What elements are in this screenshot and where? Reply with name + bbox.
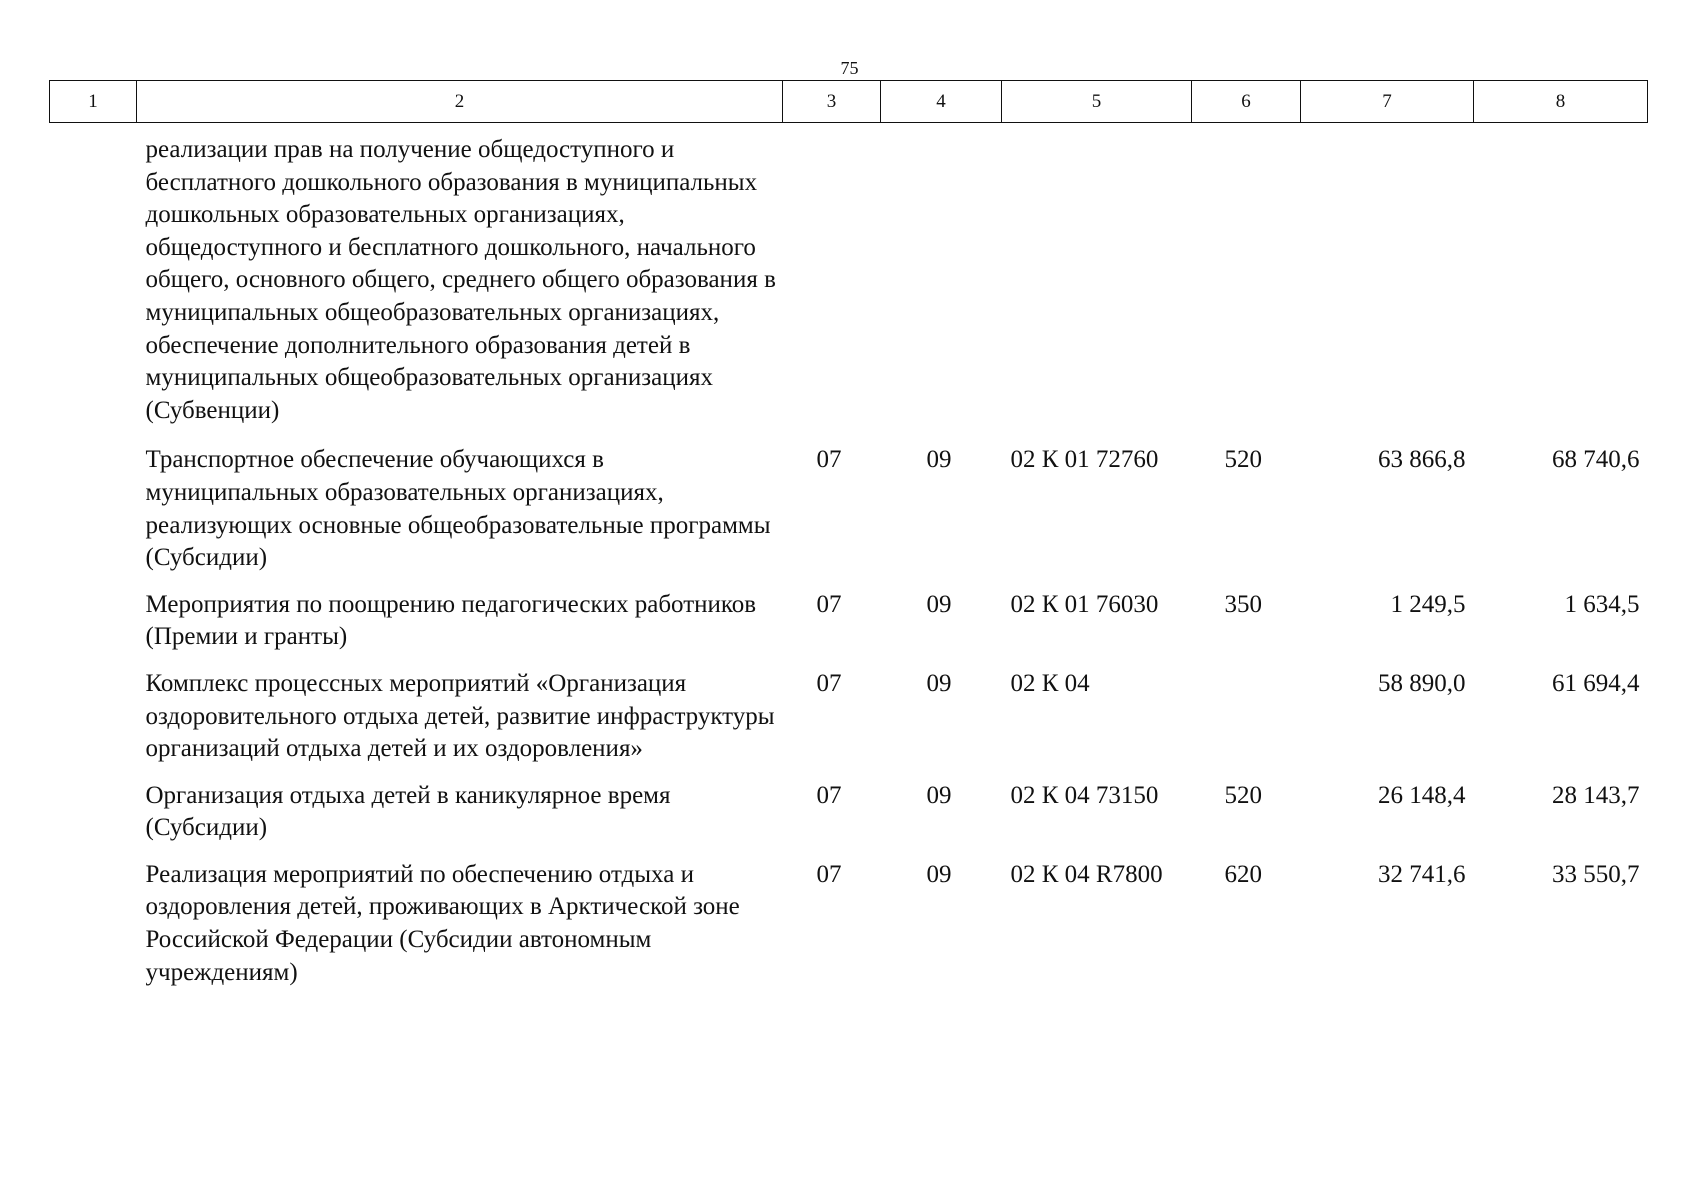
column-number-4: 4 xyxy=(881,81,1002,123)
column-number-3: 3 xyxy=(783,81,881,123)
expense-name: Мероприятия по поощрению педагогических работников (Премии и гранты) xyxy=(145,590,757,651)
column-number-1: 1 xyxy=(50,81,137,123)
section-code: 07 xyxy=(816,590,842,618)
column-number-8: 8 xyxy=(1474,81,1648,123)
amount-column-8: 61 694,4 xyxy=(1552,669,1640,697)
amount-column-8 xyxy=(1474,123,1648,439)
budget-table xyxy=(49,80,1648,997)
amount-column-7: 1 249,5 xyxy=(1390,590,1466,618)
expense-kind-code: 520 xyxy=(1224,446,1262,474)
target-article-code: 02 К 01 76030 xyxy=(1010,590,1159,618)
target-article-code xyxy=(1002,123,1192,439)
table-header xyxy=(50,81,1648,123)
table-row xyxy=(50,853,1648,997)
target-article-code: 02 К 01 72760 xyxy=(1010,446,1159,474)
subsection-code xyxy=(881,123,1002,439)
amount-column-7: 26 148,4 xyxy=(1378,781,1466,809)
expense-name: реализации прав на получение общедоступного и бесплатного дошкольного образования в муниципальных дошкольных образовательных организациях, общедоступного и бесплатного дошкольного, начального общего, основного общего, среднего общего образования в муниципальных общеобразовательных организациях, обеспечение дополнительного образования детей в муниципальных общеобразовательных организациях (Субвенции) xyxy=(145,136,776,424)
expense-name: Реализация мероприятий по обеспечению отдыха и оздоровления детей, проживающих в Арктической зоне Российской Федерации (Субсидии автономным учреждениям) xyxy=(145,860,740,986)
expense-name: Транспортное обеспечение обучающихся в муниципальных образовательных организациях, реализующих основные общеобразовательные программы (Субсидии) xyxy=(145,446,771,572)
section-code: 07 xyxy=(816,669,842,697)
table-row xyxy=(50,662,1648,774)
row-index-cell xyxy=(50,438,137,582)
target-article-code: 02 К 04 xyxy=(1010,669,1090,697)
column-number-5: 5 xyxy=(1002,81,1192,123)
table-row xyxy=(50,438,1648,582)
table-row xyxy=(50,123,1648,439)
row-index-cell xyxy=(50,123,137,439)
table-body xyxy=(50,123,1648,998)
amount-column-8: 33 550,7 xyxy=(1552,860,1640,888)
subsection-code: 09 xyxy=(926,860,952,888)
column-number-6: 6 xyxy=(1192,81,1301,123)
subsection-code: 09 xyxy=(926,446,952,474)
expense-kind-code: 350 xyxy=(1224,590,1262,618)
amount-column-8: 68 740,6 xyxy=(1552,446,1640,474)
amount-column-7: 32 741,6 xyxy=(1378,860,1466,888)
amount-column-7 xyxy=(1301,123,1474,439)
row-index-cell xyxy=(50,583,137,662)
row-index-cell xyxy=(50,662,137,774)
column-number-7: 7 xyxy=(1301,81,1474,123)
section-code: 07 xyxy=(816,860,842,888)
subsection-code: 09 xyxy=(926,669,952,697)
table-row xyxy=(50,583,1648,662)
section-code: 07 xyxy=(816,781,842,809)
column-numbers-row xyxy=(50,81,1648,123)
expense-kind-code xyxy=(1192,662,1301,774)
expense-kind-code xyxy=(1192,123,1301,439)
page-number: 75 xyxy=(840,58,859,78)
target-article-code: 02 К 04 R7800 xyxy=(1010,860,1163,888)
amount-column-7: 63 866,8 xyxy=(1378,446,1466,474)
expense-kind-code: 620 xyxy=(1224,860,1262,888)
target-article-code: 02 К 04 73150 xyxy=(1010,781,1159,809)
expense-name: Организация отдыха детей в каникулярное время (Субсидии) xyxy=(145,781,671,842)
subsection-code: 09 xyxy=(926,590,952,618)
row-index-cell xyxy=(50,774,137,853)
expense-name: Комплекс процессных мероприятий «Организация оздоровительного отдыха детей, развитие инфраструктуры организаций отдыха детей и их оздоровления» xyxy=(145,669,775,763)
expense-kind-code: 520 xyxy=(1224,781,1262,809)
table-row xyxy=(50,774,1648,853)
section-code xyxy=(783,123,881,439)
section-code: 07 xyxy=(816,446,842,474)
subsection-code: 09 xyxy=(926,781,952,809)
amount-column-7: 58 890,0 xyxy=(1378,669,1466,697)
amount-column-8: 1 634,5 xyxy=(1564,590,1640,618)
row-index-cell xyxy=(50,853,137,997)
column-number-2: 2 xyxy=(137,81,783,123)
amount-column-8: 28 143,7 xyxy=(1552,781,1640,809)
